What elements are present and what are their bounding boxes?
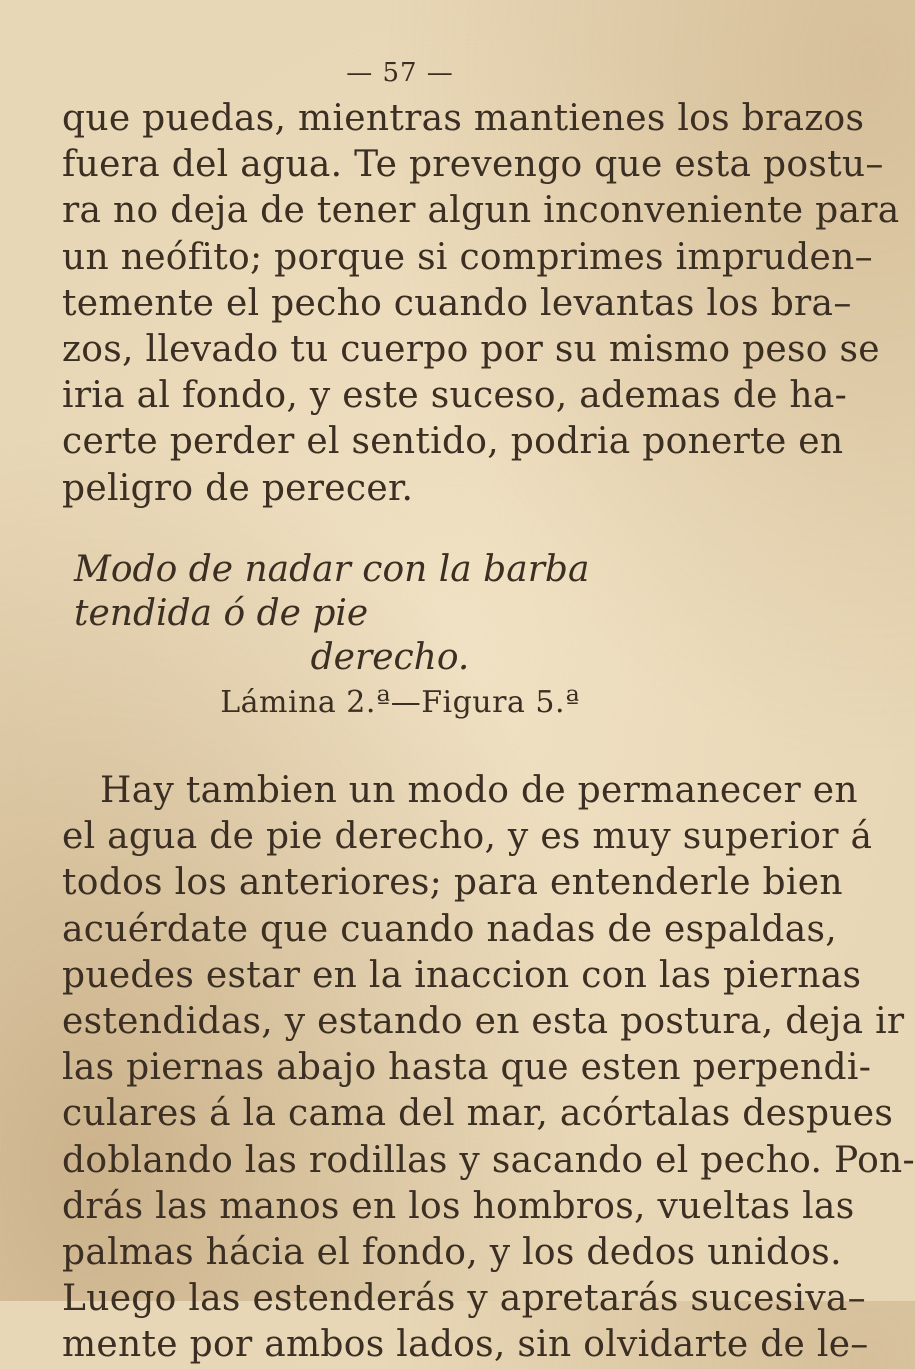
- text-line: culares á la cama del mar, acórtalas despues: [62, 1093, 894, 1135]
- page-number: — 57 —: [346, 58, 454, 88]
- text-line: mente por ambos lados, sin olvidarte de le–: [62, 1324, 869, 1366]
- text-line: un neófito; porque si comprimes impruden–: [62, 236, 873, 278]
- section-heading-line-1: Modo de nadar con la barba tendida ó de pie: [74, 549, 590, 634]
- text-line: fuera del agua. Te prevengo que esta postu–: [62, 144, 884, 186]
- text-line: temente el pecho cuando levantas los bra–: [62, 282, 852, 324]
- text-line: que puedas, mientras mantienes los brazos: [62, 98, 865, 139]
- paragraph-1: [62, 96, 900, 512]
- paragraph-2: [62, 768, 915, 1369]
- section-heading-line-2: derecho.: [310, 637, 470, 678]
- text-line: peligro de perecer.: [62, 467, 414, 509]
- plate-reference: Lámina 2.ª—Figura 5.ª: [220, 685, 580, 720]
- text-line: Luego las estenderás y apretarás sucesiva–: [62, 1278, 866, 1320]
- text-line: palmas hácia el fondo, y los dedos unidos.: [62, 1232, 842, 1274]
- text-line: puedes estar en la inaccion con las piernas: [62, 954, 862, 996]
- text-line: ra no deja de tener algun inconveniente para: [62, 190, 900, 232]
- section-heading: [70, 548, 710, 680]
- text-line: doblando las rodillas y sacando el pecho. Pon-: [62, 1139, 915, 1181]
- text-line: el agua de pie derecho, y es muy superior á: [62, 816, 873, 858]
- text-line: las piernas abajo hasta que esten perpendi-: [62, 1047, 872, 1089]
- text-line: iria al fondo, y este suceso, ademas de ha-: [62, 375, 848, 417]
- text-line: Hay tambien un modo de permanecer en: [100, 770, 858, 811]
- text-line: estendidas, y estando en esta postura, deja ir: [62, 1001, 905, 1043]
- text-line: todos los anteriores; para entenderle bien: [62, 862, 843, 904]
- text-line: acuérdate que cuando nadas de espaldas,: [62, 908, 837, 950]
- text-line: certe perder el sentido, podria ponerte en: [62, 421, 844, 463]
- text-line: zos, llevado tu cuerpo por su mismo peso se: [62, 329, 880, 371]
- text-line: drás las manos en los hombros, vueltas las: [62, 1185, 855, 1227]
